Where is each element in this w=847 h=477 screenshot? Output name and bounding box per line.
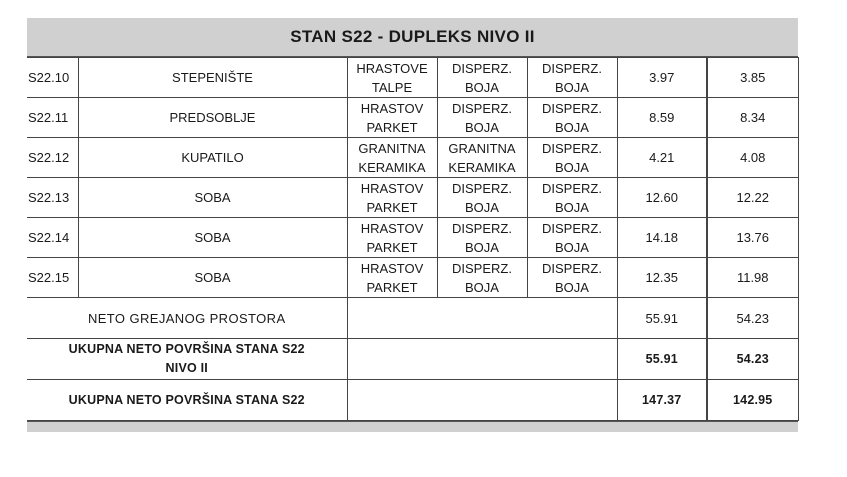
summary-area-net: 147.37 [617, 380, 707, 421]
finish-line: BOJA [555, 119, 589, 135]
room-area-net: 12.35 [617, 258, 707, 298]
room-ceiling-finish [527, 138, 617, 178]
summary-label-line: NETO GREJANOG PROSTORA [87, 310, 286, 326]
room-wall-finish [437, 98, 527, 138]
finish-line: BOJA [465, 119, 499, 135]
room-name: PREDSOBLJE [78, 98, 347, 138]
area-schedule-sheet [27, 18, 798, 432]
room-area-reduced: 3.85 [707, 58, 798, 98]
finish-line: GRANITNA [358, 140, 426, 156]
summary-row [27, 380, 798, 421]
finish-line: HRASTOV [360, 180, 424, 196]
room-area-reduced: 8.34 [707, 98, 798, 138]
finish-line: DISPERZ. [542, 220, 602, 236]
room-area-reduced: 4.08 [707, 138, 798, 178]
finish-line: BOJA [465, 239, 499, 255]
summary-empty-cell [347, 298, 617, 339]
finish-line: DISPERZ. [542, 100, 602, 116]
table-row [27, 138, 798, 178]
room-area-reduced: 12.22 [707, 178, 798, 218]
room-wall-finish [437, 138, 527, 178]
summary-row [27, 298, 798, 339]
room-ceiling-finish [527, 218, 617, 258]
finish-line: BOJA [555, 79, 589, 95]
summary-area-reduced: 54.23 [707, 339, 798, 380]
finish-line: DISPERZ. [542, 260, 602, 276]
finish-line: BOJA [465, 279, 499, 295]
finish-line: HRASTOVE [356, 60, 428, 76]
finish-line: DISPERZ. [452, 100, 512, 116]
table-footer-bar [27, 421, 798, 432]
table-row [27, 218, 798, 258]
room-wall-finish [437, 258, 527, 298]
summary-label [27, 380, 347, 421]
finish-line: HRASTOV [360, 260, 424, 276]
finish-line: BOJA [465, 199, 499, 215]
finish-line: KERAMIKA [448, 159, 516, 175]
room-code: S22.11 [27, 98, 78, 138]
room-wall-finish [437, 58, 527, 98]
room-area-net: 12.60 [617, 178, 707, 218]
table-row [27, 58, 798, 98]
summary-area-net: 55.91 [617, 339, 707, 380]
room-area-reduced: 13.76 [707, 218, 798, 258]
room-name: KUPATILO [78, 138, 347, 178]
summary-area-net: 55.91 [617, 298, 707, 339]
room-ceiling-finish [527, 178, 617, 218]
room-area-net: 3.97 [617, 58, 707, 98]
finish-line: PARKET [366, 239, 418, 255]
summary-label-line: UKUPNA NETO POVRŠINA STANA S22 [68, 342, 305, 356]
room-code: S22.14 [27, 218, 78, 258]
room-wall-finish [437, 218, 527, 258]
room-wall-finish [437, 178, 527, 218]
room-name: SOBA [78, 218, 347, 258]
finish-line: BOJA [555, 239, 589, 255]
room-floor-finish [347, 178, 437, 218]
finish-line: DISPERZ. [452, 180, 512, 196]
room-code: S22.13 [27, 178, 78, 218]
table-row [27, 258, 798, 298]
finish-line: DISPERZ. [542, 60, 602, 76]
room-area-net: 4.21 [617, 138, 707, 178]
room-code: S22.12 [27, 138, 78, 178]
finish-line: BOJA [555, 199, 589, 215]
finish-line: DISPERZ. [452, 60, 512, 76]
finish-line: BOJA [465, 79, 499, 95]
room-area-net: 8.59 [617, 98, 707, 138]
room-name: SOBA [78, 258, 347, 298]
room-ceiling-finish [527, 58, 617, 98]
finish-line: HRASTOV [360, 100, 424, 116]
room-ceiling-finish [527, 98, 617, 138]
finish-line: BOJA [555, 279, 589, 295]
room-area-net: 14.18 [617, 218, 707, 258]
finish-line: GRANITNA [448, 140, 516, 156]
finish-line: HRASTOV [360, 220, 424, 236]
room-floor-finish [347, 98, 437, 138]
summary-label [27, 298, 347, 339]
summary-row [27, 339, 798, 380]
finish-line: DISPERZ. [542, 180, 602, 196]
room-floor-finish [347, 258, 437, 298]
finish-line: DISPERZ. [452, 220, 512, 236]
table-row [27, 178, 798, 218]
summary-label-line: NIVO II [165, 361, 208, 375]
finish-line: BOJA [555, 159, 589, 175]
room-name: STEPENIŠTE [78, 58, 347, 98]
summary-label-line: UKUPNA NETO POVRŠINA STANA S22 [68, 392, 305, 407]
summary-empty-cell [347, 380, 617, 421]
table-body [27, 58, 798, 421]
finish-line: TALPE [371, 79, 413, 95]
room-floor-finish [347, 58, 437, 98]
table-row [27, 98, 798, 138]
finish-line: KERAMIKA [358, 159, 426, 175]
room-area-reduced: 11.98 [707, 258, 798, 298]
room-floor-finish [347, 218, 437, 258]
finish-line: DISPERZ. [542, 140, 602, 156]
room-name: SOBA [78, 178, 347, 218]
finish-line: PARKET [366, 279, 418, 295]
summary-area-reduced: 54.23 [707, 298, 798, 339]
summary-empty-cell [347, 339, 617, 380]
finish-line: PARKET [366, 119, 418, 135]
room-ceiling-finish [527, 258, 617, 298]
room-floor-finish [347, 138, 437, 178]
finish-line: DISPERZ. [452, 260, 512, 276]
table-title: STAN S22 - DUPLEKS NIVO II [27, 18, 798, 57]
finish-line: PARKET [366, 199, 418, 215]
room-code: S22.10 [27, 58, 78, 98]
room-code: S22.15 [27, 258, 78, 298]
summary-label [27, 339, 347, 380]
area-table [27, 57, 799, 421]
summary-area-reduced: 142.95 [707, 380, 798, 421]
